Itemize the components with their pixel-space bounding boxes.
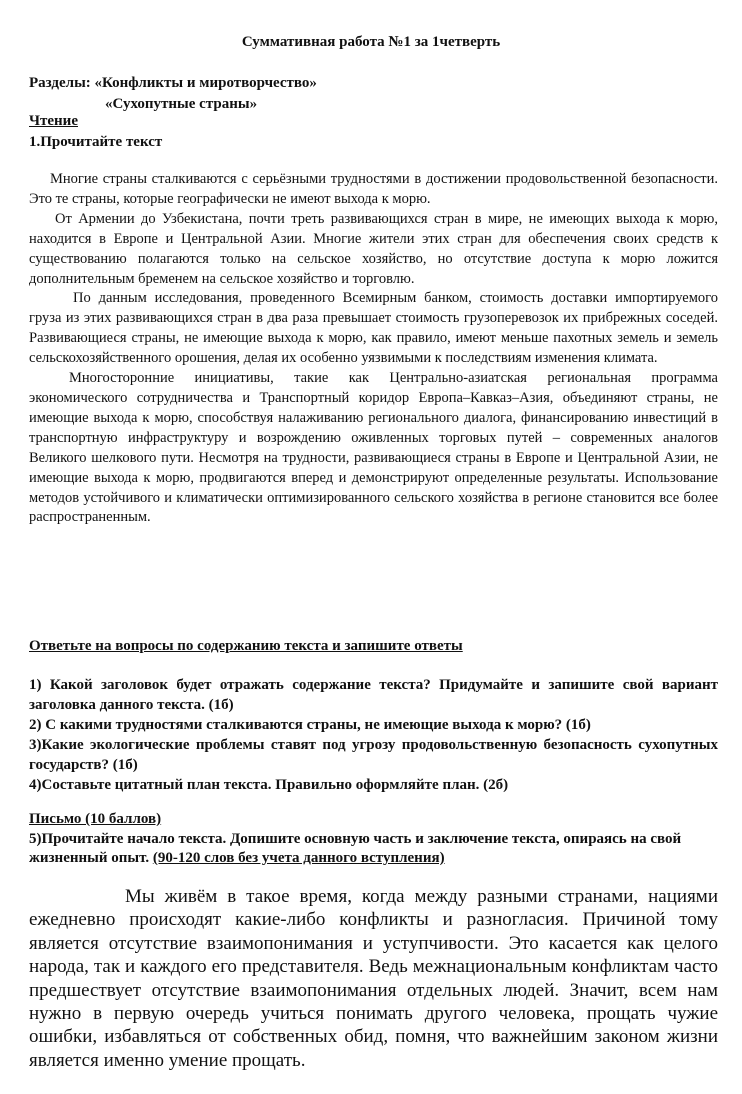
reading-paragraph-1: Многие страны сталкиваются с серьёзными трудностями в достижении продовольственной безопасности. Это те страны, которые географически не имеют выхода к морю. — [29, 171, 718, 207]
writing-label: Письмо (10 баллов) — [29, 811, 162, 827]
reading-label: Чтение — [29, 113, 78, 129]
reading-paragraph-4: Многосторонние инициативы, такие как Центрально-азиатская региональная программа экономического сотрудничества и Транспортный коридор Европа–Кавказ–Азия, объединяют страны, не имеющие выхода к морю, способствуя налаживанию регионального диалога, финансированию инвестиций в транспортную инфраструктуру и возрождению оживленных торговых путей – современных аналогов Великого шелкового пути. Несмотря на трудности, развивающиеся страны в Европе и Центральной Азии, не имеющие выхода к морю, продвигаются вперед и демонстрируют определенные результаты. Использование методов устойчивого и климатически оптимизированного сельского хозяйства в регионе становится все более распространенным. — [29, 370, 718, 526]
questions-list — [29, 675, 718, 795]
question-item: 1) Какой заголовок будет отражать содержание текста? Придумайте и запишите свой вариант заголовка данного текста. (1б) — [29, 677, 718, 713]
writing-block — [29, 810, 718, 869]
question-item: 2) С какими трудностями сталкиваются страны, не имеющие выхода к морю? (1б) — [29, 717, 591, 733]
writing-word-count-note: (90-120 слов без учета данного вступления) — [152, 850, 445, 866]
reading-task: 1.Прочитайте текст — [29, 134, 163, 150]
essay-text: Мы живём в такое время, когда между разными странами, нациями ежедневно происходят какие-либо конфликты и разногласия. Причиной тому является отсутствие взаимопонимания и уступчивости. Это касается как целого народа, так и каждого его представителя. Ведь межнациональным конфликтам часто предшествует отсутствие взаимопонимания отдельных людей. Значит, всем нам нужно в первую очередь учиться понимать другого человека, прощать чужие ошибки, избавляться от собственных обид, помня, что важнейшим законом жизни является именно умение прощать. — [29, 886, 718, 1071]
sections-line-1: Разделы: «Конфликты и миротворчество» — [29, 75, 317, 91]
reading-paragraph-3: По данным исследования, проведенного Всемирным банком, стоимость доставки импортируемого груза из этих развивающихся стран в два раза превышает стоимость грузоперевозок их прибрежных соседей. Развивающиеся страны, не имеющие выхода к морю, как правило, имеют меньше пахотных земель и земель сельскохозяйственного орошения, делая их особенно уязвимыми к последствиям изменения климата. — [29, 290, 718, 367]
questions-header: Ответьте на вопросы по содержанию текста и запишите ответы — [29, 638, 463, 654]
question-item: 4)Составьте цитатный план текста. Правильно оформляйте план. (2б) — [29, 777, 509, 793]
writing-task-text: 5)Прочитайте начало текста. Допишите основную часть и заключение текста, опираясь на свой жизненный опыт. — [29, 830, 682, 866]
reading-paragraph-2: От Армении до Узбекистана, почти треть развивающихся стран в мире, не имеющих выхода к морю, находится в Европе и Центральной Азии. Многие жители этих стран для обеспечения своих средств к существованию полагаются только на сельское хозяйство, но отсутствие доступа к морю ложится дополнительным бременем на сельское хозяйство и торговлю. — [29, 210, 718, 287]
writing-task — [29, 830, 718, 869]
sections-block — [29, 73, 317, 115]
question-item: 3)Какие экологические проблемы ставят под угрозу продовольственную безопасность сухопутных государств? (1б) — [29, 737, 718, 773]
reading-text — [29, 170, 718, 528]
sections-line-2: «Сухопутные страны» — [105, 96, 258, 112]
page-title: Суммативная работа №1 за 1четверть — [241, 34, 501, 50]
